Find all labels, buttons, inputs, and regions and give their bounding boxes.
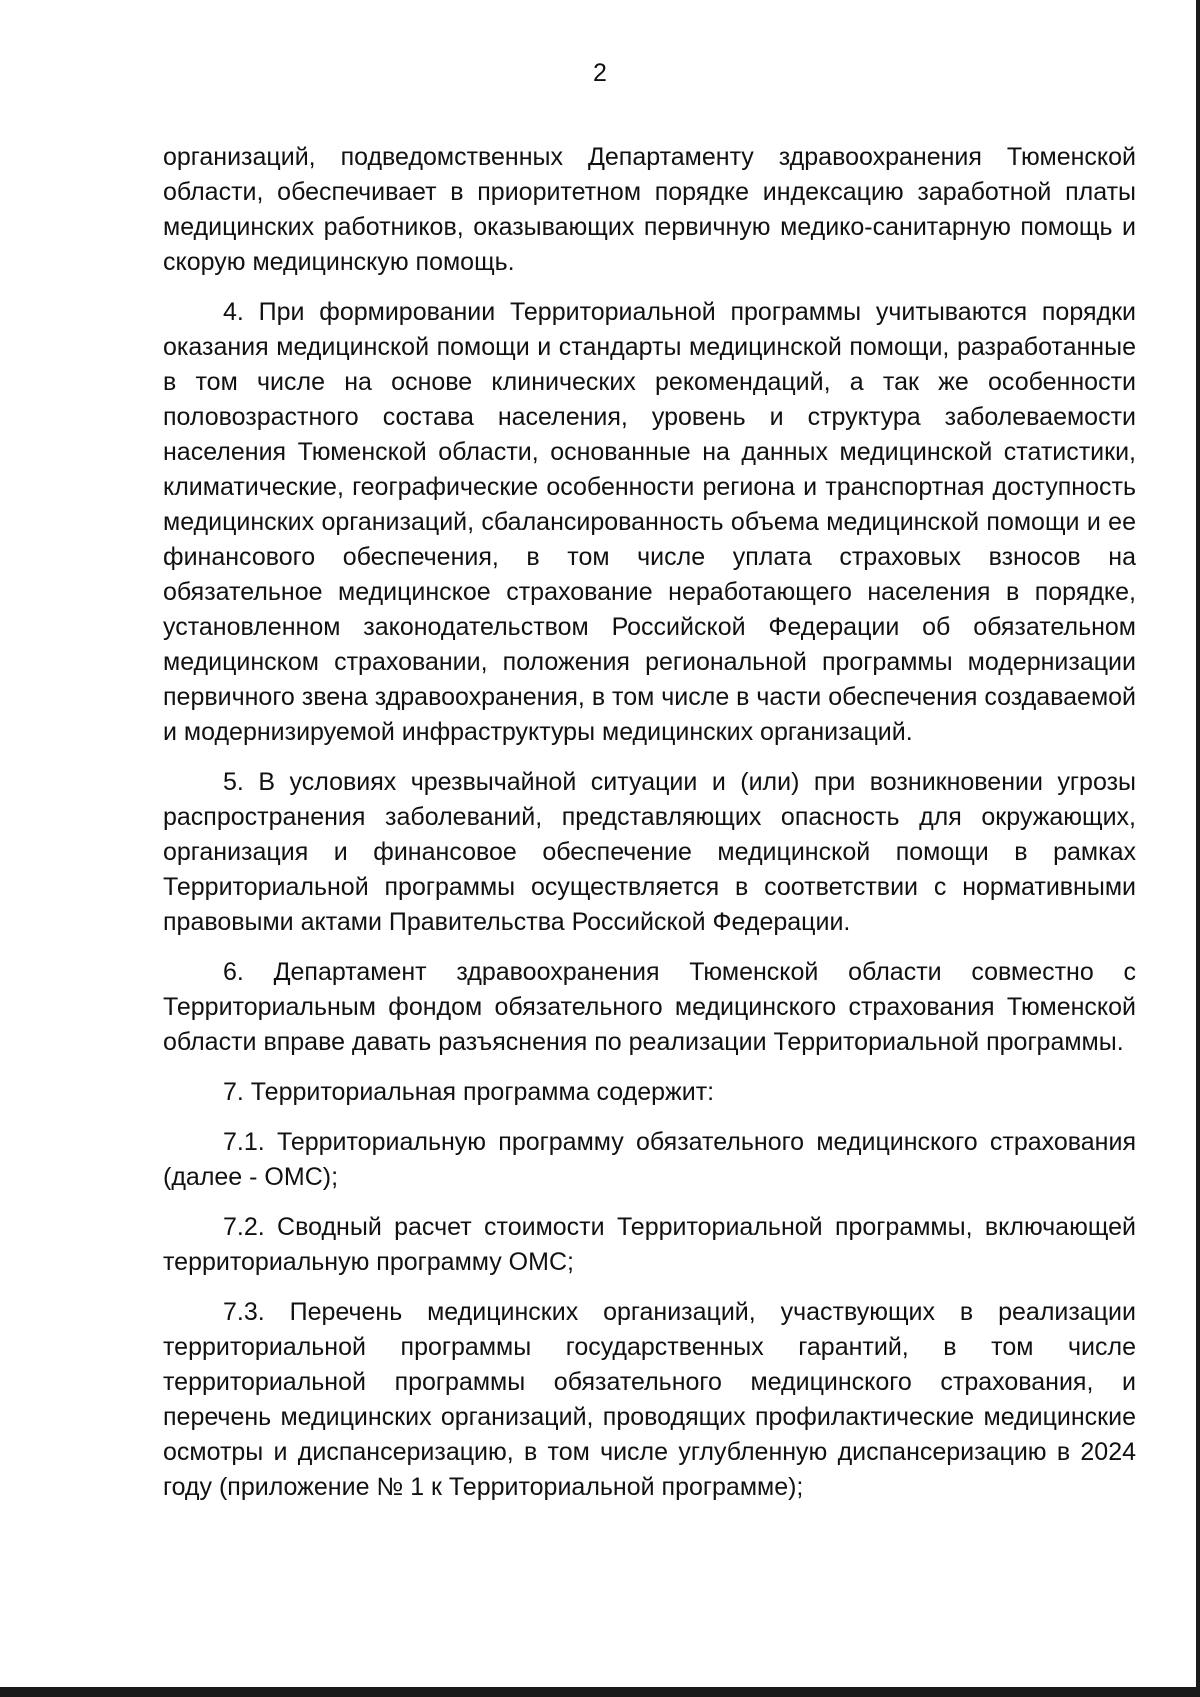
- paragraph-item-5: 5. В условиях чрезвычайной ситуации и (или) при возникновении угрозы распространения заболеваний, представляющих опасность для окружающих, организация и финансовое обеспечение медицинской помощи в рамках Территориальной программы осуществляется в соответствии с нормативными правовыми актами Правительства Российской Федерации.: [163, 768, 1136, 936]
- paragraph-item-7-1: 7.1. Территориальную программу обязательного медицинского страхования (далее - ОМС);: [163, 1128, 1136, 1191]
- scan-border-right: [1196, 0, 1200, 1697]
- document-body: [163, 140, 1136, 1520]
- paragraph-item-7-2: 7.2. Сводный расчет стоимости Территориальной программы, включающей территориальную программу ОМС;: [163, 1213, 1136, 1276]
- paragraph-continuation: организаций, подведомственных Департаменту здравоохранения Тюменской области, обеспечивает в приоритетном порядке индексацию заработной платы медицинских работников, оказывающих первичную медико-санитарную помощь и скорую медицинскую помощь.: [163, 143, 1136, 276]
- page-number: 2: [593, 59, 607, 87]
- paragraph-item-7-3: 7.3. Перечень медицинских организаций, участвующих в реализации территориальной программы государственных гарантий, в том числе территориальной программы обязательного медицинского страхования, и перечень медицинских организаций, проводящих профилактические медицинские осмотры и диспансеризацию, в том числе углубленную диспансеризацию в 2024 году (приложение № 1 к Территориальной программе);: [163, 1298, 1136, 1501]
- scan-border-bottom: [0, 1687, 1200, 1697]
- paragraph-item-4: 4. При формировании Территориальной программы учитываются порядки оказания медицинской помощи и стандарты медицинской помощи, разработанные в том числе на основе клинических рекомендаций, а так же особенности половозрастного состава населения, уровень и структура заболеваемости населения Тюменской области, основанные на данных медицинской статистики, климатические, географические особенности региона и транспортная доступность медицинских организаций, сбалансированность объема медицинской помощи и ее финансового обеспечения, в том числе уплата страховых взносов на обязательное медицинское страхование неработающего населения в порядке, установленном законодательством Российской Федерации об обязательном медицинском страховании, положения региональной программы модернизации первичного звена здравоохранения, в том числе в части обеспечения создаваемой и модернизируемой инфраструктуры медицинских организаций.: [163, 298, 1137, 746]
- paragraph-item-7: 7. Территориальная программа содержит:: [223, 1078, 715, 1106]
- paragraph-item-6: 6. Департамент здравоохранения Тюменской области совместно с Территориальным фондом обязательного медицинского страхования Тюменской области вправе давать разъяснения по реализации Территориальной программы.: [163, 958, 1136, 1056]
